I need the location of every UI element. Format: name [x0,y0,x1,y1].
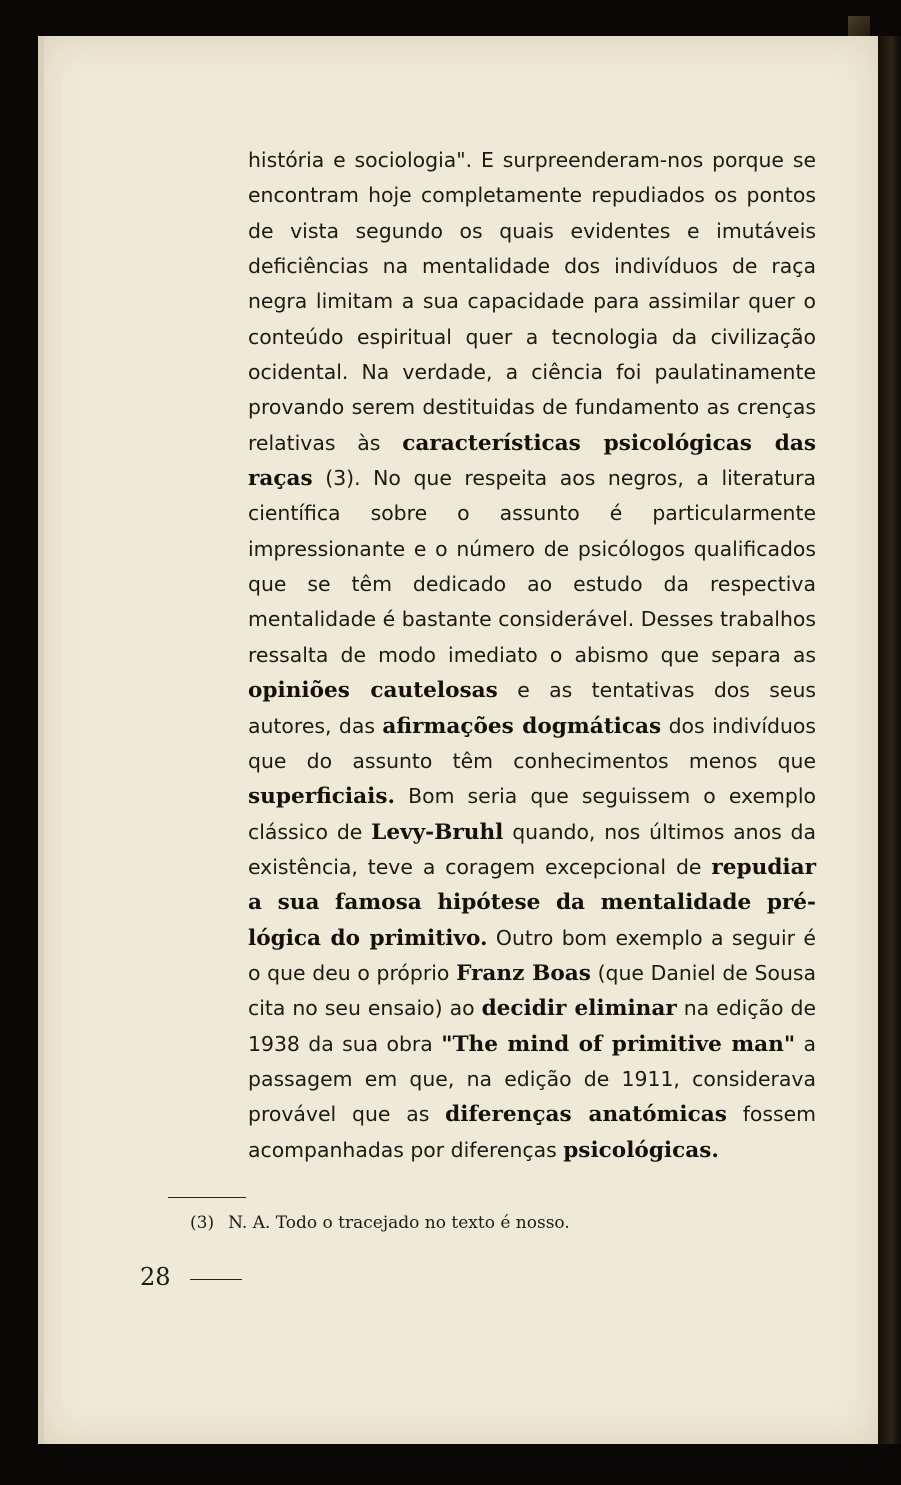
emphasized-phrase: características psicológicas das raças [248,430,816,492]
text-run: e as tentativas dos seus autores, das [248,678,816,738]
footnote-rule [168,1197,246,1198]
emphasized-phrase: diferenças anatómicas [445,1102,727,1128]
page-left-edge [38,36,44,1444]
emphasized-phrase: afirmações dogmáticas [382,713,662,739]
page-number-dash [190,1279,242,1280]
body-paragraph [248,143,816,1168]
text-run: (3). No que respeita aos negros, a literatura científica sobre o assunto é particularmente impressionante e o número de psicólogos qualificados que se têm dedicado ao estudo da respectiva mentalidade é bastante considerável. Desses trabalhos ressalta de modo imediato o abismo que separa as [248,466,816,667]
text-run: na edição de 1938 da sua obra [248,996,817,1056]
emphasized-phrase: repudiar a sua famosa hipótese da mentalidade pré-lógica do primitivo. [248,854,816,951]
text-run: a passagem em que, na edição de 1911, considerava provável que as [248,1031,816,1127]
text-run: quando, nos últimos anos da existência, teve a coragem excepcional de [248,819,816,879]
text-run: fossem acompanhadas por diferenças [248,1102,816,1162]
emphasized-phrase: psicológicas. [563,1137,719,1163]
emphasized-phrase: decidir eliminar [481,996,677,1022]
text-run: história e sociologia". E surpreenderam-nos porque se encontram hoje completamente repudiados os pontos de vista segundo os quais evidentes e imutáveis deficiências na mentalidade dos indivíduos de raça negra limitam a sua capacidade para assimilar quer o conteúdo espiritual quer a tecnologia da civilização ocidental. Na verdade, a ciência foi paulatinamente provando serem destituidas de fundamento as crenças relativas às [248,148,816,455]
text-run: (que Daniel de Sousa cita no seu ensaio) ao [248,960,816,1021]
emphasized-phrase: Levy-Bruhl [371,819,504,845]
text-run: Bom seria que seguissem o exemplo clássico de [248,784,816,844]
footnote-marker: (3) [190,1213,215,1233]
page-right-edge [878,36,901,1444]
emphasized-phrase: "The mind of primitive man" [441,1031,796,1057]
scan-corner-mark [848,16,870,36]
footnote-text: N. A. Todo o tracejado no texto é nosso. [228,1213,570,1233]
text-run: Outro bom exemplo a seguir é o que deu o próprio [248,925,816,985]
text-run: dos indivíduos que do assunto têm conhecimentos menos que [248,713,816,773]
page-number: 28 [140,1263,171,1291]
emphasized-phrase: superficiais. [248,784,395,810]
emphasized-phrase: opiniões cautelosas [248,678,498,704]
footnote [190,1213,810,1233]
emphasized-phrase: Franz Boas [456,960,591,986]
